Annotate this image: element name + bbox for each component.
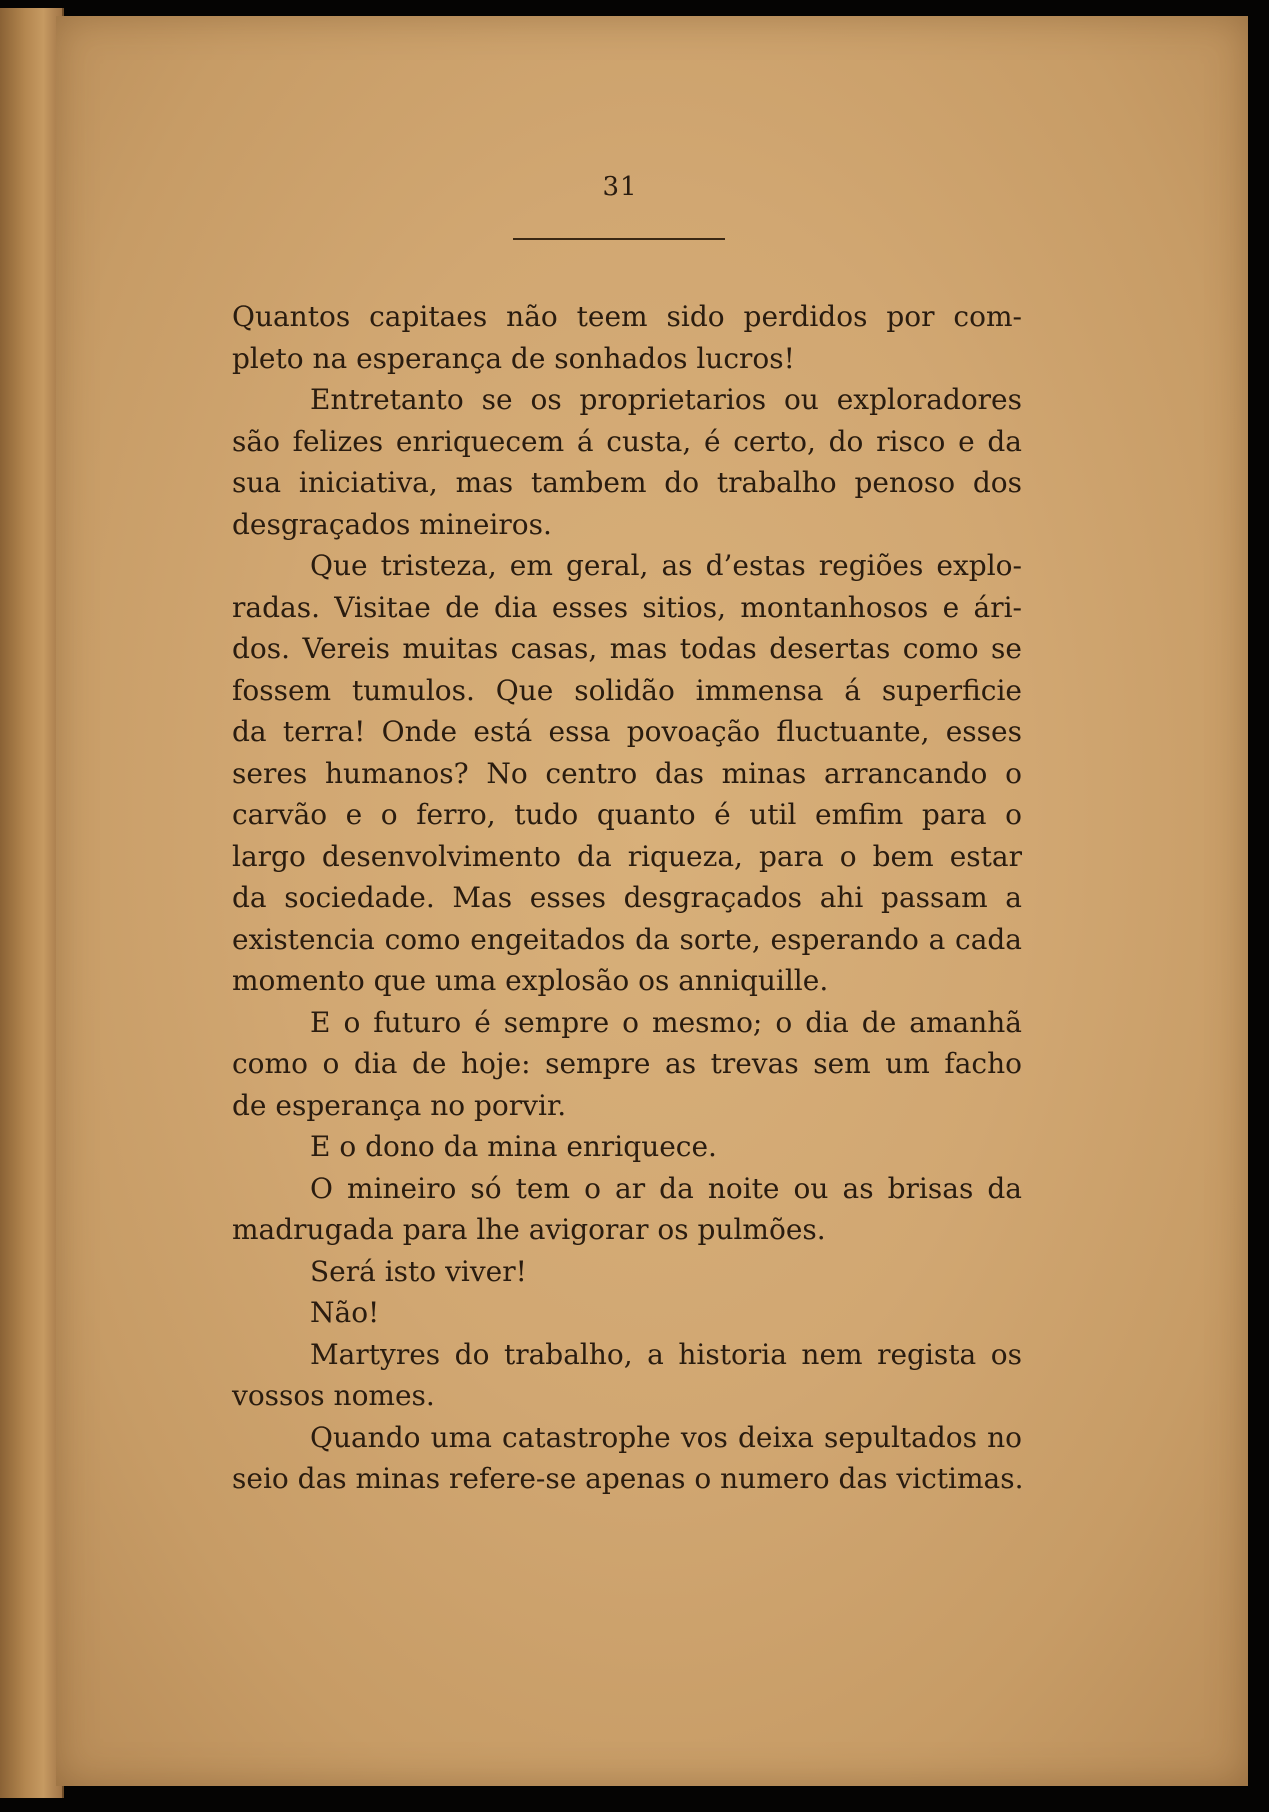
body-text <box>232 296 1022 1500</box>
text-line: radas. Visitae de dia esses sitios, montanhosos e ári- <box>232 590 1022 624</box>
text-line: madrugada para lhe avigorar os pulmões. <box>232 1213 826 1246</box>
text-line: largo desenvolvimento da riqueza, para o bem estar <box>232 839 1022 873</box>
text-line: seio das minas refere-se apenas o numero das victimas. <box>232 1462 1024 1495</box>
text-line: Que tristeza, em geral, as d’estas regiões explo- <box>310 549 1022 582</box>
text-line: existencia como engeitados da sorte, esperando a cada <box>232 922 1022 956</box>
page-fold-edge <box>0 8 64 1798</box>
text-line: Não! <box>310 1296 380 1329</box>
text-line: momento que uma explosão os anniquille. <box>232 964 829 997</box>
header-rule <box>513 238 725 240</box>
text-line: de esperança no porvir. <box>232 1088 567 1122</box>
text-line: E o futuro é sempre o mesmo; o dia de amanhã <box>310 1005 1022 1039</box>
text-line: Quando uma catastrophe vos deixa sepultados no <box>310 1420 1022 1454</box>
text-line: da sociedade. Mas esses desgraçados ahi passam a <box>232 881 1022 914</box>
text-line: E o dono da mina enriquece. <box>310 1130 717 1163</box>
text-line: Entretanto se os proprietarios ou exploradores <box>310 383 1022 416</box>
text-line: carvão e o ferro, tudo quanto é util emfim para o <box>232 798 1022 831</box>
text-line: desgraçados mineiros. <box>232 507 552 541</box>
text-line: pleto na esperança de sonhados lucros! <box>232 341 795 375</box>
page-number: 31 <box>602 172 638 202</box>
text-line: Martyres do trabalho, a historia nem regista os <box>310 1337 1022 1371</box>
text-line: dos. Vereis muitas casas, mas todas desertas como se <box>232 632 1022 665</box>
text-line: vossos nomes. <box>232 1379 435 1412</box>
text-line: seres humanos? No centro das minas arrancando o <box>232 756 1022 790</box>
text-line: Será isto viver! <box>310 1254 527 1288</box>
text-line: são felizes enriquecem á custa, é certo, do risco e da <box>232 424 1022 458</box>
text-line: como o dia de hoje: sempre as trevas sem um facho <box>232 1047 1022 1080</box>
text-line: fossem tumulos. Que solidão immensa á superficie <box>232 673 1022 707</box>
text-line: sua iniciativa, mas tambem do trabalho penoso dos <box>232 466 1022 499</box>
text-line: da terra! Onde está essa povoação fluctuante, esses <box>232 715 1022 748</box>
text-line: O mineiro só tem o ar da noite ou as brisas da <box>310 1171 1022 1205</box>
text-line: Quantos capitaes não teem sido perdidos por com- <box>232 300 1022 333</box>
